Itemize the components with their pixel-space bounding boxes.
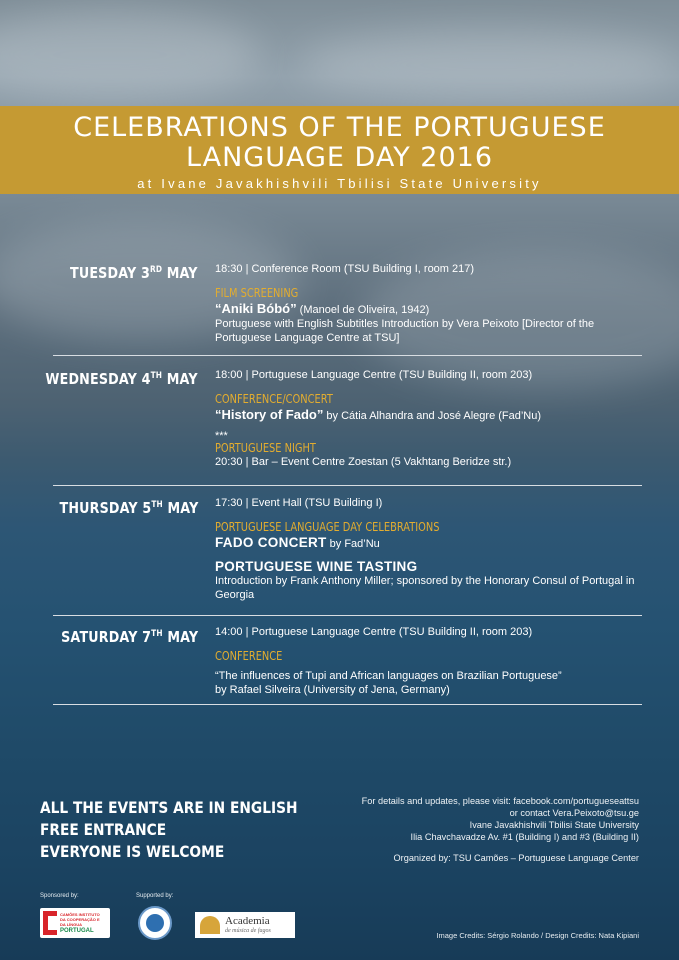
film-meta: (Manoel de Oliveira, 1942)	[296, 304, 430, 316]
divider	[53, 615, 642, 616]
camoes-text: CAMÕES INSTITUTO DA COOPERAÇÃO E DA LÍNGUA	[60, 912, 100, 927]
night-details: 20:30 | Bar – Event Centre Zoestan (5 Vakhtang Beridze str.)	[215, 456, 512, 468]
seal-center	[146, 914, 164, 932]
cloud-shape	[0, 10, 260, 100]
info-organizer: Organized by: TSU Camões – Portuguese Language Center	[393, 853, 639, 863]
category-label-2: PORTUGUESE NIGHT	[215, 441, 316, 455]
cloud-shape	[300, 30, 679, 100]
day-saturday: SATURDAY 7TH MAY	[60, 628, 198, 646]
subtitle: at Ivane Javakhishvili Tbilisi State University	[137, 176, 542, 191]
divider	[53, 355, 642, 356]
event-wednesday	[215, 368, 635, 469]
category-label: PORTUGUESE LANGUAGE DAY CELEBRATIONS	[215, 520, 440, 534]
day-wednesday: WEDNESDAY 4TH MAY	[45, 370, 198, 388]
wine-title: PORTUGUESE WINE TASTING	[215, 559, 418, 574]
talk-line	[215, 408, 635, 423]
image-credits: Image Credits: Sérgio Rolando / Design Credits: Nata Kipiani	[436, 931, 639, 940]
supported-label: Supported by:	[136, 893, 174, 899]
info-contact: or contact Vera.Peixoto@tsu.ge	[509, 808, 639, 818]
academia-name: Academia	[225, 915, 270, 927]
talk-title: “History of Fado”	[215, 407, 324, 422]
info-website: For details and updates, please visit: facebook.com/portugueseattsu	[361, 796, 639, 806]
day-tuesday: TUESDAY 3RD MAY	[70, 264, 198, 282]
category-label: CONFERENCE	[215, 649, 283, 663]
divider	[53, 704, 642, 705]
note-english: ALL THE EVENTS ARE IN ENGLISH	[40, 798, 298, 817]
concert-meta: by Fad’Nu	[326, 538, 380, 550]
event-saturday	[215, 625, 635, 697]
camoes-country: PORTUGAL	[60, 928, 94, 934]
talk-meta: by Cátia Alhandra and José Alegre (Fad’Nu)	[323, 410, 542, 422]
camoes-c-mark	[43, 911, 57, 935]
event-tuesday	[215, 262, 635, 345]
film-line	[215, 302, 635, 317]
general-notes	[40, 797, 298, 863]
title-line-2: LANGUAGE DAY 2016	[185, 142, 494, 173]
camoes-logo	[40, 908, 110, 938]
note-free-entrance: FREE ENTRANCE	[40, 820, 167, 839]
time-place: 18:30 | Conference Room (TSU Building I, room 217)	[215, 263, 475, 275]
event-thursday	[215, 496, 635, 602]
academia-sub: de música de fagos	[225, 928, 271, 934]
category-label: CONFERENCE/CONCERT	[215, 392, 333, 406]
time-place: 14:00 | Portuguese Language Centre (TSU Building II, room 203)	[215, 626, 533, 638]
lecturer: by Rafael Silveira (University of Jena, Germany)	[215, 684, 450, 696]
film-title: “Aniki Bóbó”	[215, 301, 297, 316]
university-seal-logo	[138, 906, 172, 940]
wine-details: Introduction by Frank Anthony Miller; sponsored by the Honorary Consul of Portugal in Georgia	[215, 575, 635, 601]
time-place: 17:30 | Event Hall (TSU Building I)	[215, 497, 383, 509]
title-line-1: CELEBRATIONS OF THE PORTUGUESE	[73, 112, 606, 143]
time-place: 18:00 | Portuguese Language Centre (TSU Building II, room 203)	[215, 369, 533, 381]
title-banner	[0, 106, 679, 194]
academia-logo	[195, 912, 295, 938]
lecture-title: “The influences of Tupi and African languages on Brazilian Portuguese”	[215, 670, 562, 682]
concert-line	[215, 536, 635, 551]
divider	[53, 485, 642, 486]
contact-info	[362, 795, 639, 864]
day-thursday: THURSDAY 5TH MAY	[59, 499, 198, 517]
academia-mark	[200, 916, 220, 934]
film-details: Portuguese with English Subtitles Introduction by Vera Peixoto [Director of the Portuguese Language Centre at TSU]	[215, 318, 595, 344]
info-university: Ivane Javakhishvili Tbilisi State University	[469, 820, 639, 830]
concert-title: FADO CONCERT	[215, 535, 327, 550]
sponsored-label: Sponsored by:	[40, 893, 79, 899]
separator: ***	[215, 430, 228, 442]
category-label: FILM SCREENING	[215, 286, 299, 300]
note-welcome: EVERYONE IS WELCOME	[40, 842, 225, 861]
info-address: Ilia Chavchavadze Av. #1 (Building I) and #3 (Building II)	[410, 832, 639, 842]
